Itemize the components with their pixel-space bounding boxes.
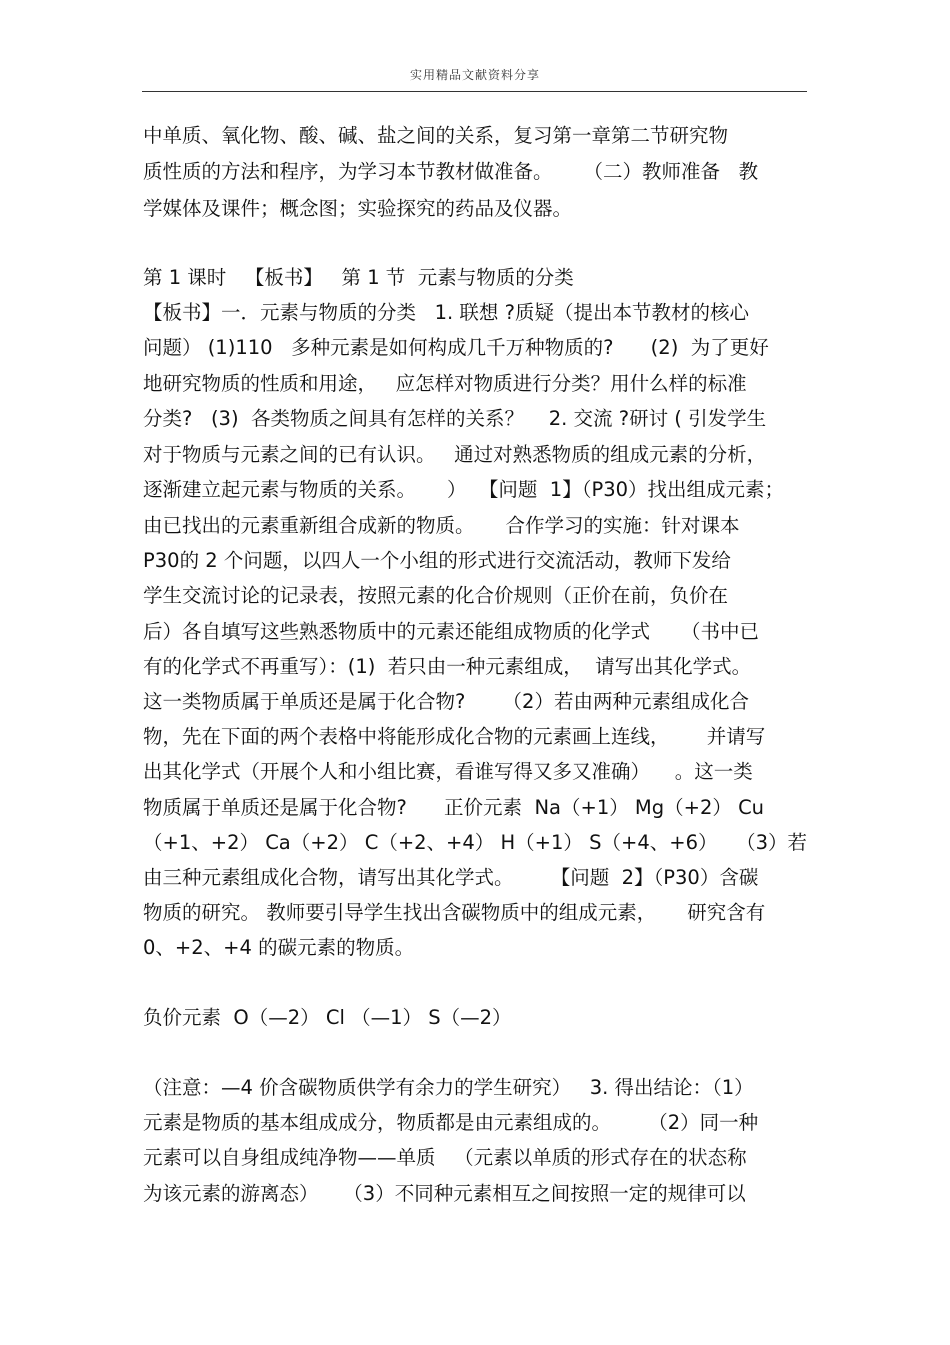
body-line: 元素可以自身组成纯净物——单质 （元素以单质的形式存在的状态称 <box>143 1146 747 1169</box>
body-line: 分类? (3) 各类物质之间具有怎样的关系？ 2. 交流 ?研讨 ( 引发学生 <box>143 407 767 430</box>
body-line: 对于物质与元素之间的已有认识。 通过对熟悉物质的组成元素的分析， <box>143 443 767 466</box>
body-line: 0、+2、+4 的碳元素的物质。 <box>143 936 415 959</box>
body-line: 出其化学式（开展个人和小组比赛，看谁写得又多又准确） 。这一类 <box>143 760 753 783</box>
body-line: 这一类物质属于单质还是属于化合物? （2）若由两种元素组成化合 <box>143 690 749 713</box>
body-line: 中单质、氧化物、酸、碱、盐之间的关系，复习第一章第二节研究物 <box>143 124 729 147</box>
body-line: （+1、+2） Ca（+2） C（+2、+4） H（+1） S（+4、+6） （3）若 <box>143 831 807 854</box>
body-line: 物质属于单质还是属于化合物? 正价元素 Na（+1） Mg（+2） Cu <box>143 796 765 819</box>
page-header: 实用精品文献资料分享 <box>409 68 540 82</box>
body-line: 负价元素 O（—2） Cl （—1） S（—2） <box>143 1006 512 1029</box>
body-line: 后）各自填写这些熟悉物质中的元素还能组成物质的化学式 （书中已 <box>143 620 759 643</box>
body-line: 有的化学式不再重写）：(1) 若只由一种元素组成， 请写出其化学式。 <box>143 655 752 678</box>
body-line: 由三种元素组成化合物，请写出其化学式。 【问题 2】（P30）含碳 <box>143 866 759 889</box>
section-heading: 第 1 课时 【板书】 第 1 节 元素与物质的分类 <box>143 266 574 289</box>
body-line: 逐渐建立起元素与物质的关系。 ） 【问题 1】（P30）找出组成元素； <box>143 478 785 501</box>
body-line: 物，先在下面的两个表格中将能形成化合物的元素画上连线， 并请写 <box>143 725 766 748</box>
body-line: 【板书】一．元素与物质的分类 1. 联想 ?质疑（提出本节教材的核心 <box>143 301 749 324</box>
body-line: 物质的研究。 教师要引导学生找出含碳物质中的组成元素， 研究含有 <box>143 901 766 924</box>
body-line: 由已找出的元素重新组合成新的物质。 合作学习的实施：针对课本 <box>143 514 740 537</box>
body-line: 为该元素的游离态） （3）不同种元素相互之间按照一定的规律可以 <box>143 1182 746 1205</box>
header-divider <box>142 91 807 92</box>
body-line: 学媒体及课件；概念图；实验探究的药品及仪器。 <box>143 197 573 220</box>
body-line: 质性质的方法和程序，为学习本节教材做准备。 （二）教师准备 教 <box>143 160 759 183</box>
body-line: P30的 2 个问题，以四人一个小组的形式进行交流活动，教师下发给 <box>143 549 731 572</box>
body-line: 地研究物质的性质和用途， 应怎样对物质进行分类？用什么样的标准 <box>143 372 747 395</box>
body-line: 元素是物质的基本组成成分，物质都是由元素组成的。 （2）同一种 <box>143 1111 759 1134</box>
body-line: 问题） (1)110 多种元素是如何构成几千万种物质的? (2) 为了更好 <box>143 336 769 359</box>
body-line: 学生交流讨论的记录表，按照元素的化合价规则（正价在前，负价在 <box>143 584 729 607</box>
body-line: （注意：—4 价含碳物质供学有余力的学生研究） 3. 得出结论：（1） <box>143 1076 754 1099</box>
